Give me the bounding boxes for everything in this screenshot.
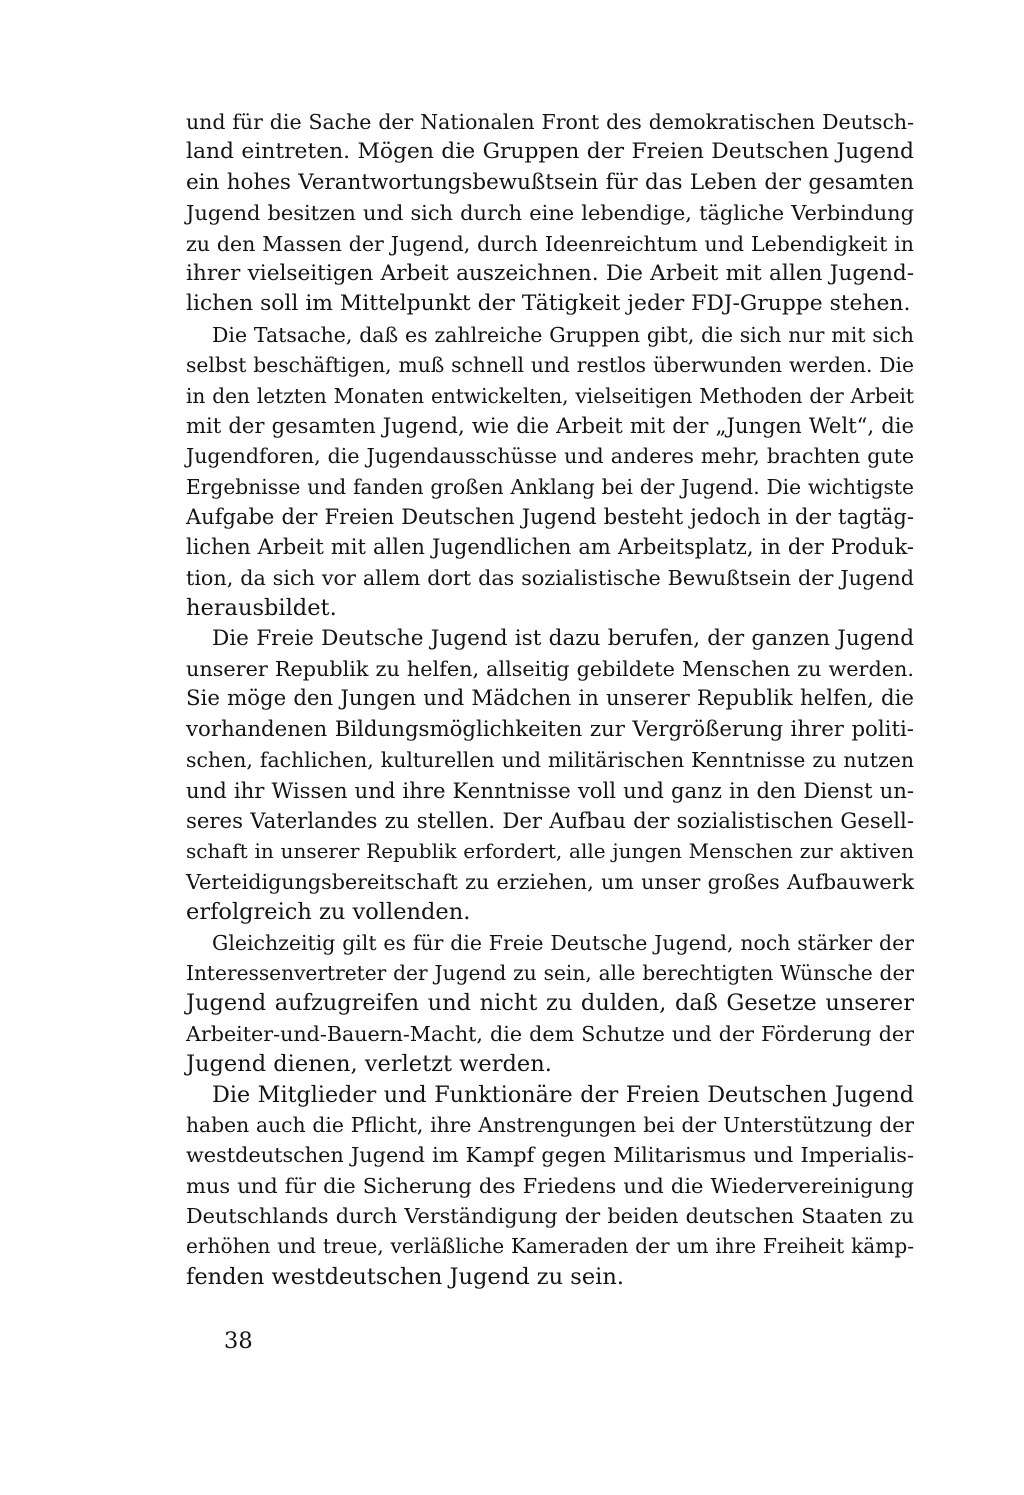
text-line: ihrer vielseitigen Arbeit auszeichnen. Die Arbeit mit allen Jugend- — [186, 260, 914, 286]
text-line: Jugend dienen, verletzt werden. — [186, 1051, 552, 1078]
text-line: Die Freie Deutsche Jugend ist dazu berufen, der ganzen Jugend — [212, 625, 914, 651]
text-line: zu den Massen der Jugend, durch Ideenreichtum und Lebendigkeit in — [186, 231, 914, 256]
page-number: 38 — [224, 1328, 253, 1354]
text-line: Deutschlands durch Verständigung der beiden deutschen Staaten zu — [186, 1204, 914, 1229]
text-line: Sie möge den Jungen und Mädchen in unserer Republik helfen, die — [186, 686, 914, 712]
text-line: Jugend besitzen und sich durch eine lebendige, tägliche Verbindung — [186, 201, 914, 226]
text-line: lichen Arbeit mit allen Jugendlichen am Arbeitsplatz, in der Produk- — [186, 535, 914, 560]
text-line: Jugendforen, die Jugendausschüsse und anderes mehr, brachten gute — [186, 444, 914, 469]
body-text — [186, 107, 914, 1292]
text-line: haben auch die Pflicht, ihre Anstrengungen bei der Unterstützung der — [186, 1112, 914, 1137]
text-line: selbst beschäftigen, muß schnell und restlos überwunden werden. Die — [186, 353, 914, 378]
text-line: in den letzten Monaten entwickelten, vielseitigen Methoden der Arbeit — [186, 383, 914, 408]
text-line: land eintreten. Mögen die Gruppen der Freien Deutschen Jugend — [186, 139, 914, 165]
text-line: tion, da sich vor allem dort das sozialistische Bewußtsein der Jugend — [186, 565, 914, 590]
text-line: Jugend aufzugreifen und nicht zu dulden, daß Gesetze unserer — [186, 990, 914, 1017]
text-line: Die Mitglieder und Funktionäre der Freien Deutschen Jugend — [212, 1081, 914, 1108]
text-line: erhöhen und treue, verläßliche Kameraden der um ihre Freiheit kämp- — [186, 1234, 914, 1259]
text-line: und ihr Wissen und ihre Kenntnisse voll und ganz in den Dienst un- — [186, 777, 914, 803]
text-line: Aufgabe der Freien Deutschen Jugend besteht jedoch in der tagtäg- — [186, 504, 914, 530]
text-line: mit der gesamten Jugend, wie die Arbeit mit der „Jungen Welt“, die — [186, 412, 914, 438]
text-line: unserer Republik zu helfen, allseitig gebildete Menschen zu werden. — [186, 657, 914, 682]
text-line: Interessenvertreter der Jugend zu sein, alle berechtigten Wünsche der — [186, 960, 914, 985]
text-line: ein hohes Verantwortungsbewußtsein für das Leben der gesamten — [186, 169, 914, 195]
text-line: herausbildet. — [186, 595, 337, 622]
text-line: westdeutschen Jugend im Kampf gegen Militarismus und Imperialis- — [186, 1143, 914, 1168]
text-line: Verteidigungsbereitschaft zu erziehen, um unser großes Aufbauwerk — [186, 869, 914, 894]
text-line: Die Tatsache, daß es zahlreiche Gruppen gibt, die sich nur mit sich — [212, 322, 914, 347]
text-line: Arbeiter-und-Bauern-Macht, die dem Schutze und der Förderung der — [186, 1021, 914, 1046]
text-line: mus und für die Sicherung des Friedens und die Wiedervereinigung — [186, 1173, 914, 1198]
text-line: schaft in unserer Republik erfordert, alle jungen Menschen zur aktiven — [186, 839, 914, 864]
text-line: Gleichzeitig gilt es für die Freie Deutsche Jugend, noch stärker der — [212, 930, 914, 955]
text-line: lichen soll im Mittelpunkt der Tätigkeit jeder FDJ-Gruppe stehen. — [186, 291, 911, 317]
text-line: erfolgreich zu vollenden. — [186, 899, 471, 926]
text-line: vorhandenen Bildungsmöglichkeiten zur Vergrößerung ihrer politi- — [186, 716, 914, 742]
text-line: seres Vaterlandes zu stellen. Der Aufbau der sozialistischen Gesell- — [186, 807, 914, 833]
text-line: Ergebnisse und fanden großen Anklang bei der Jugend. Die wichtigste — [186, 474, 914, 499]
text-line: schen, fachlichen, kulturellen und militärischen Kenntnisse zu nutzen — [186, 748, 914, 773]
text-line: fenden westdeutschen Jugend zu sein. — [186, 1263, 624, 1290]
text-line: und für die Sache der Nationalen Front des demokratischen Deutsch- — [186, 110, 914, 134]
